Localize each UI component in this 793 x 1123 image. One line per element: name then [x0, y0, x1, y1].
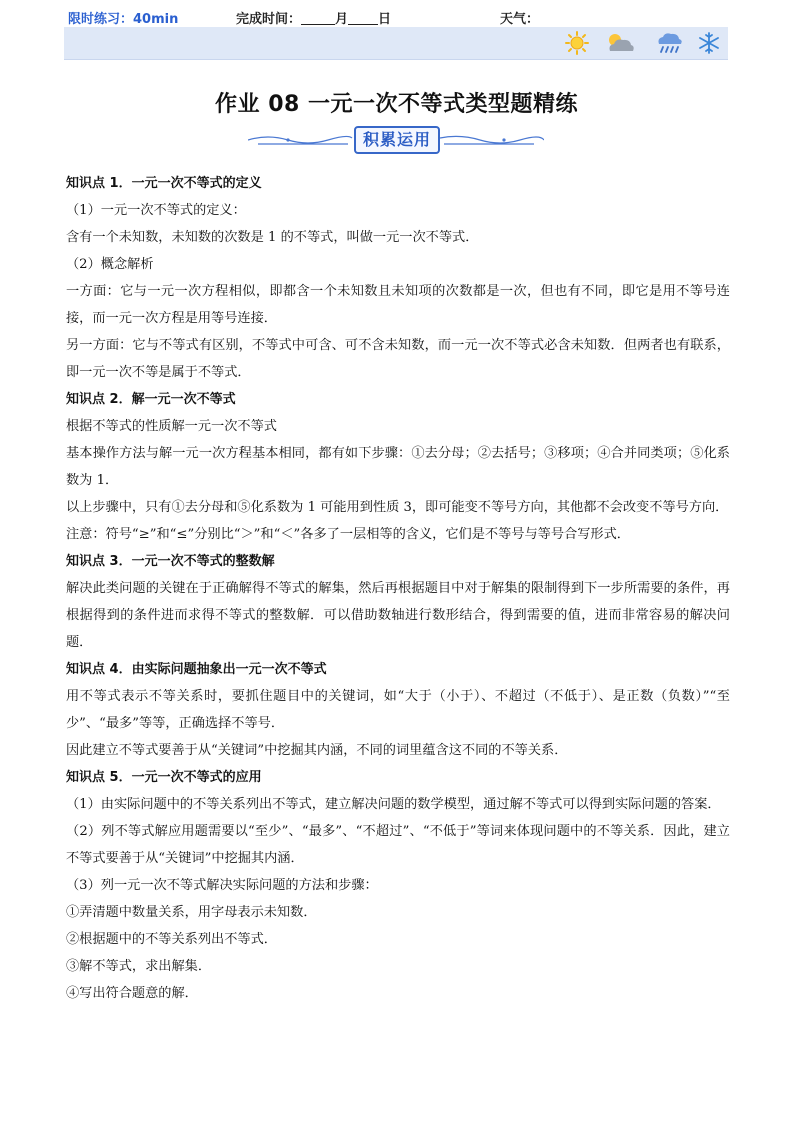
- day-blank: [348, 12, 378, 25]
- paragraph: 以上步骤中，只有①去分母和⑤化系数为 1 可能用到性质 3，即可能变不等号方向，其他都不会改变不等号方向．: [66, 500, 729, 515]
- month-label: 月: [335, 12, 349, 27]
- document-body: [66, 170, 730, 1007]
- paragraph: ①弄清题中数量关系，用字母表示未知数．: [66, 905, 317, 920]
- paragraph: 一方面：它与一元一次方程相似，即都含一个未知数且未知项的次数都是一次，但也有不同，即它是用不等号连接，而一元一次方程是用等号连接．: [66, 284, 730, 326]
- completion-time: [236, 12, 391, 28]
- paragraph: 基本操作方法与解一元一次方程基本相同，都有如下步骤：①去分母；②去括号；③移项；④合并同类项；⑤化系数为 1．: [66, 446, 730, 488]
- time-limit-label: 限时练习：40min: [68, 12, 179, 27]
- paragraph: 用不等式表示不等关系时，要抓住题目中的关键词，如“大于（小于）、不超过（不低于）、是正数（负数）”“至少”、“最多”等等，正确选择不等号．: [66, 689, 730, 731]
- rain-icon: [655, 31, 683, 55]
- day-label: 日: [378, 12, 392, 27]
- paragraph: ②根据题中的不等关系列出不等式．: [66, 932, 277, 947]
- knowledge-point-heading: 知识点 5．一元一次不等式的应用: [66, 770, 262, 785]
- cloud-sun-icon: [604, 31, 636, 55]
- page-title: 作业 08 一元一次不等式类型题精练: [215, 92, 578, 117]
- sun-icon: [564, 31, 590, 55]
- paragraph: 解决此类问题的关键在于正确解得不等式的解集，然后再根据题目中对于解集的限制得到下一步所需要的条件，再根据得到的条件进而求得不等式的整数解．可以借助数轴进行数形结合，得到需要的值，进而非常容易的解决问题．: [66, 581, 730, 650]
- month-blank: [301, 12, 335, 25]
- completion-time-label: 完成时间：: [236, 12, 302, 27]
- paragraph: （2）列不等式解应用题需要以“至少”、“最多”、“不超过”、“不低于”等词来体现问题中的不等关系．因此，建立不等式要善于从“关键词”中挖掘其内涵．: [66, 824, 730, 866]
- paragraph: ③解不等式，求出解集．: [66, 959, 212, 974]
- paragraph: （2）概念解析: [66, 257, 154, 272]
- knowledge-point-heading: 知识点 4．由实际问题抽象出一元一次不等式: [66, 662, 327, 677]
- knowledge-point-heading: 知识点 2．解一元一次不等式: [66, 392, 236, 407]
- section-banner: [248, 124, 544, 154]
- paragraph: 另一方面：它与不等式有区别，不等式中可含、可不含未知数，而一元一次不等式必含未知数．但两者也有联系，即一元一次不等是属于不等式．: [66, 338, 730, 380]
- paragraph: 含有一个未知数，未知数的次数是 1 的不等式，叫做一元一次不等式．: [66, 230, 479, 245]
- weather-label: 天气：: [500, 12, 540, 27]
- paragraph: （1）一元一次不等式的定义：: [66, 203, 246, 218]
- paragraph: ④写出符合题意的解．: [66, 986, 198, 1001]
- paragraph: 注意：符号“≥”和“≤”分别比“＞”和“＜”各多了一层相等的含义，它们是不等号与等号合写形式．: [66, 527, 630, 542]
- paragraph: 因此建立不等式要善于从“关键词”中挖掘其内涵，不同的词里蕴含这不同的不等关系．: [66, 743, 568, 758]
- snow-icon: [697, 31, 721, 55]
- section-badge: 积累运用: [354, 126, 440, 154]
- paragraph: （1）由实际问题中的不等关系列出不等式，建立解决问题的数学模型，通过解不等式可以得到实际问题的答案．: [66, 797, 721, 812]
- knowledge-point-heading: 知识点 3．一元一次不等式的整数解: [66, 554, 275, 569]
- paragraph: 根据不等式的性质解一元一次不等式: [66, 419, 277, 434]
- knowledge-point-heading: 知识点 1．一元一次不等式的定义: [66, 176, 262, 191]
- paragraph: （3）列一元一次不等式解决实际问题的方法和步骤：: [66, 878, 378, 893]
